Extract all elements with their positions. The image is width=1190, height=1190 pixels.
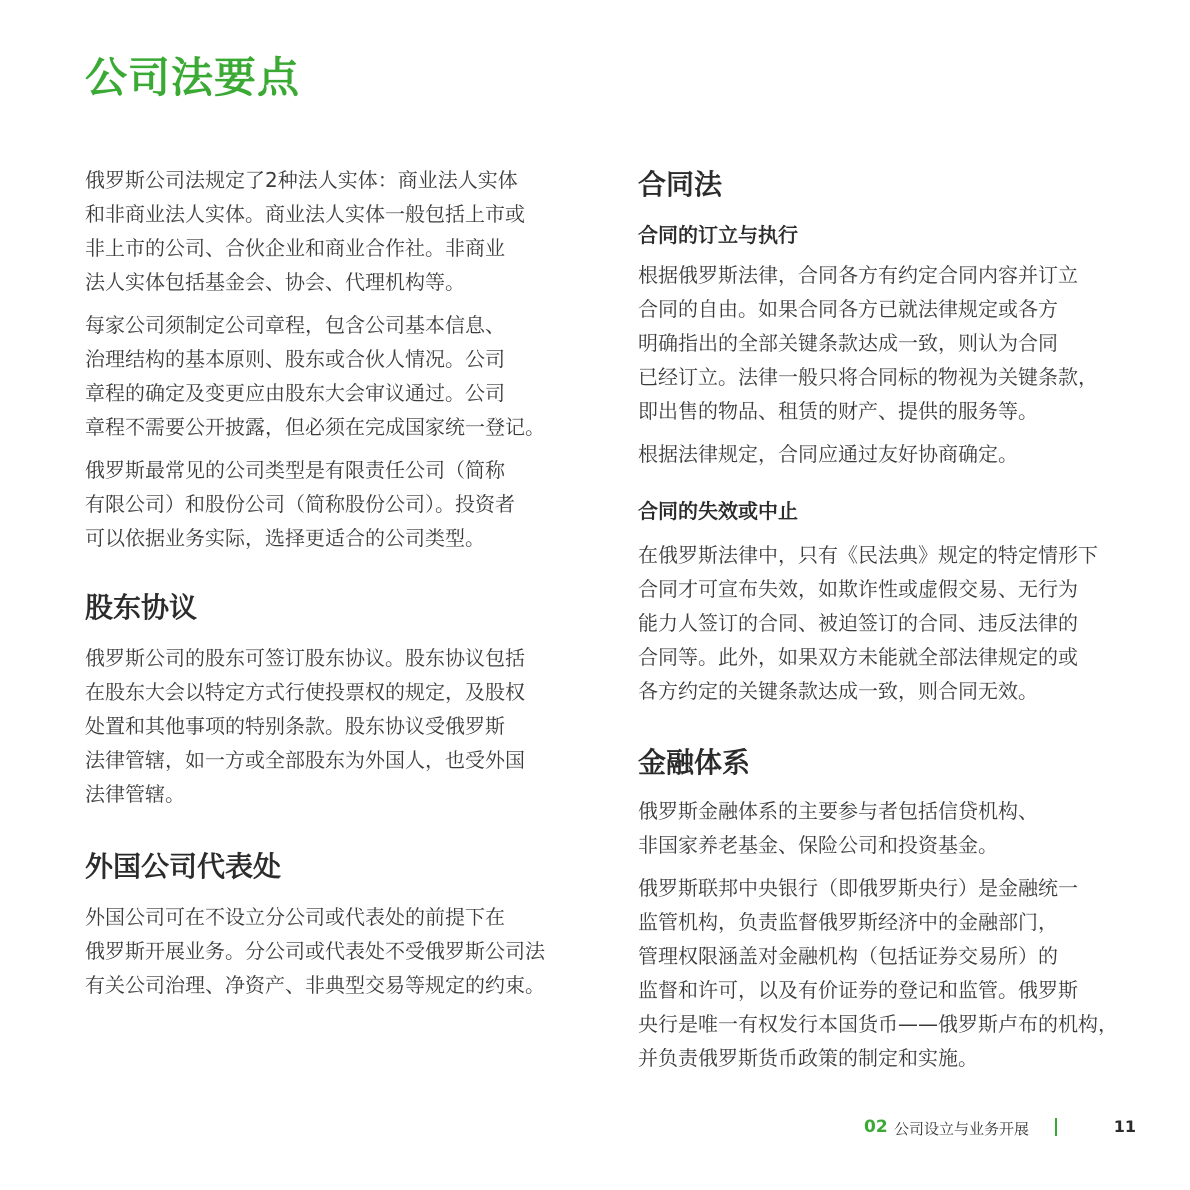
left-column	[85, 163, 585, 1011]
intro-paragraph-2: 每家公司须制定公司章程，包含公司基本信息、 治理结构的基本原则、股东或合伙人情况。公司 章程的确定及变更应由股东大会审议通过。公司 章程不需要公开披露，但必须在完成国家统一登记。	[85, 313, 545, 439]
central-bank-text: 俄罗斯联邦中央银行（即俄罗斯央行）是金融统一 监管机构，负责监督俄罗斯经济中的金融部门， 管理权限涵盖对金融机构（包括证券交易所）的 监督和许可，以及有价证券的登记和监管。俄罗斯 央行是唯一有权发行本国货币——俄罗斯卢布的机构， 并负责俄罗斯货币政策的制定和实施。	[638, 876, 1118, 1070]
chapter-label: 公司设立与业务开展	[894, 1120, 1030, 1138]
rep-office-text: 外国公司可在不设立分公司或代表处的前提下在 俄罗斯开展业务。分公司或代表处不受俄罗斯公司法 有关公司治理、净资产、非典型交易等规定的约束。	[85, 905, 545, 997]
shareholder-agreement-heading: 股东协议	[85, 591, 198, 624]
financial-system-heading: 金融体系	[638, 746, 751, 779]
page-title: 公司法要点	[85, 53, 301, 102]
contract-law-heading: 合同法	[638, 168, 723, 201]
right-column	[638, 163, 1143, 1084]
footer-divider	[1055, 1118, 1057, 1136]
contract-invalidity-text: 在俄罗斯法律中，只有《民法典》规定的特定情形下 合同才可宣布失效，如欺诈性或虚假交易、无行为 能力人签订的合同、被迫签订的合同、违反法律的 合同等。此外，如果双方未能就全部法律规定的或 各方约定的关键条款达成一致，则合同无效。	[638, 543, 1098, 703]
financial-participants-text: 俄罗斯金融体系的主要参与者包括信贷机构、 非国家养老基金、保险公司和投资基金。	[638, 799, 1038, 857]
intro-paragraph-1: 俄罗斯公司法规定了2种法人实体：商业法人实体 和非商业法人实体。商业法人实体一般包括上市或 非上市的公司、合伙企业和商业合作社。非商业 法人实体包括基金会、协会、代理机构等。	[85, 168, 525, 294]
contract-invalidity-subheading: 合同的失效或中止	[638, 499, 798, 523]
page-footer	[864, 1117, 1136, 1141]
contract-formation-text: 根据俄罗斯法律，合同各方有约定合同内容并订立 合同的自由。如果合同各方已就法律规定或各方 明确指出的全部关键条款达成一致，则认为合同 已经订立。法律一般只将合同标的物视为关键条款， 即出售的物品、租赁的财产、提供的服务等。	[638, 263, 1098, 423]
shareholder-agreement-text: 俄罗斯公司的股东可签订股东协议。股东协议包括 在股东大会以特定方式行使投票权的规定，及股权 处置和其他事项的特别条款。股东协议受俄罗斯 法律管辖，如一方或全部股东为外国人，也受外国 法律管辖。	[85, 646, 525, 806]
intro-paragraph-3: 俄罗斯最常见的公司类型是有限责任公司（简称 有限公司）和股份公司（简称股份公司）。投资者 可以依据业务实际，选择更适合的公司类型。	[85, 458, 515, 550]
contract-negotiation-text: 根据法律规定，合同应通过友好协商确定。	[638, 442, 1018, 466]
chapter-number: 02	[864, 1117, 888, 1137]
page-number: 11	[1113, 1117, 1136, 1136]
rep-office-heading: 外国公司代表处	[85, 850, 282, 883]
contract-formation-subheading: 合同的订立与执行	[638, 223, 798, 247]
